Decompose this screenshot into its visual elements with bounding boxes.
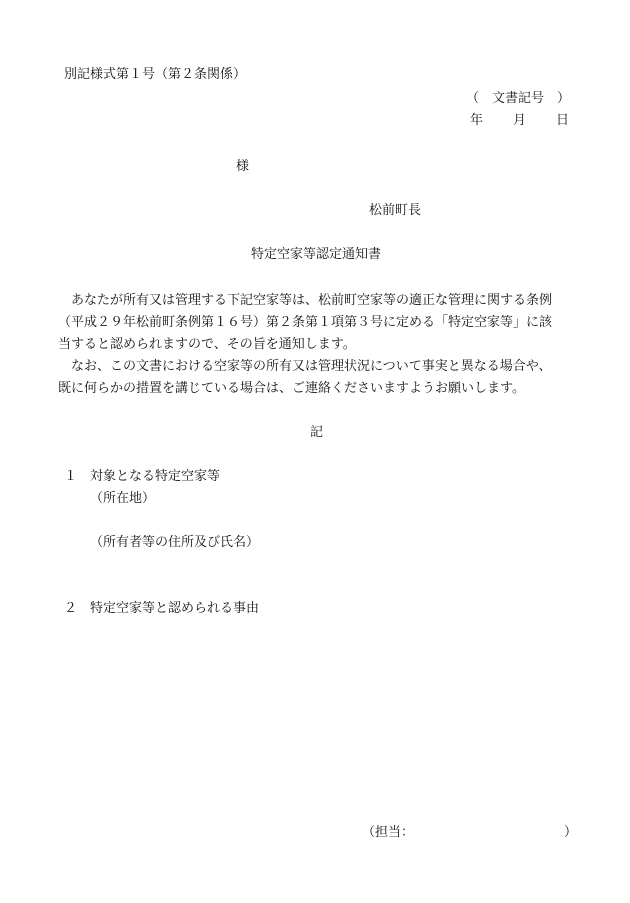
recipient-honorific: 様 [236,159,250,174]
body-line: なお、この文書における空家等の所有又は管理状況について事実と異なる場合や、 [58,359,552,374]
contact-close: ） [564,825,578,840]
item-1-location-label: （所在地） [90,491,156,506]
body-line: 当すると認められますので、その旨を通知します。 [58,337,356,352]
item-1-label: １ 対象となる特定空家等 [64,469,221,484]
body-line: （平成２９年松前町条例第１６号）第２条第１項第３号に定める「特定空家等」に該 [58,315,553,330]
form-identifier: 別記様式第１号（第２条関係） [64,67,247,82]
body-line: 既に何らかの措置を講じている場合は、ご連絡くださいますようお願いします。 [58,381,525,396]
body-text [58,290,580,400]
contact-person [362,826,577,839]
date-year: 年 [470,113,484,128]
sender-name: 松前町長 [369,203,422,218]
body-line: あなたが所有又は管理する下記空家等は、松前町空家等の適正な管理に関する条例 [58,293,553,308]
date-day: 日 [556,113,570,128]
item-2-label: ２ 特定空家等と認められる事由 [64,601,260,616]
item-1-owner-label: （所有者等の住所及び氏名） [90,535,260,550]
document-number: （ 文書記号 ） [466,91,571,106]
contact-open: （担当： [362,825,415,840]
ki-heading: 記 [310,425,324,440]
date-line [470,114,569,127]
document-title: 特定空家等認定通知書 [251,247,382,262]
date-month: 月 [513,113,527,128]
